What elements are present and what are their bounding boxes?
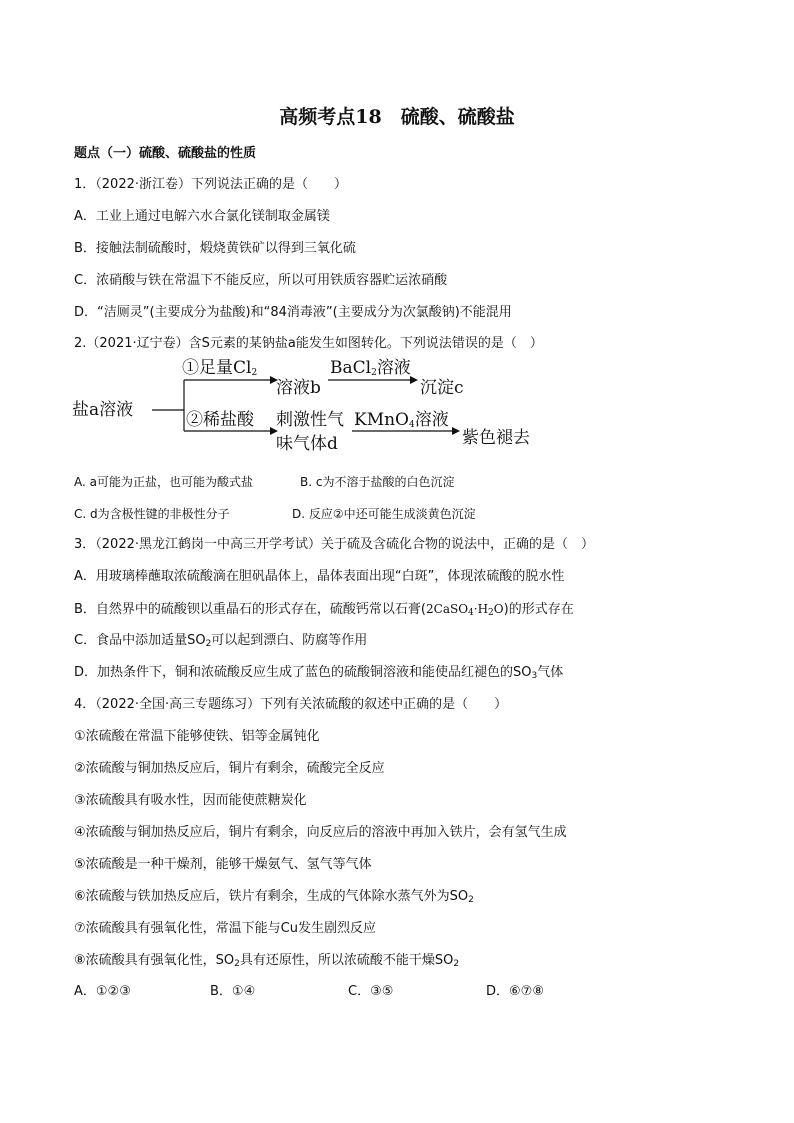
fade-result-label: 紫色褪去 <box>462 428 530 448</box>
gas-d-label-line2: 味气体d <box>276 434 338 454</box>
q1-option-b: B．接触法制硫酸时，煅烧黄铁矿以得到三氧化硫 <box>74 241 356 256</box>
solution-b-label: 溶液b <box>276 378 321 398</box>
q4-item-2: ②浓硫酸与铜加热反应后，铜片有剩余，硫酸完全反应 <box>74 761 385 776</box>
q3-option-a: A．用玻璃棒蘸取浓硫酸滴在胆矾晶体上，晶体表面出现“白斑”，体现浓硫酸的脱水性 <box>74 569 565 584</box>
step1-condition: ①足量$Cl_2$ <box>182 358 258 378</box>
reaction-diagram <box>70 354 590 464</box>
step2-condition: BaCl$_2$溶液 <box>330 358 411 378</box>
q4-item-1: ①浓硫酸在常温下能够使铁、铝等金属钝化 <box>74 729 320 744</box>
q4-item-3: ③浓硫酸具有吸水性，因而能使蔗糖炭化 <box>74 793 307 808</box>
q4-item-5: ⑤浓硫酸是一种干燥剂，能够干燥氨气、氢气等气体 <box>74 857 372 872</box>
page-title: 高频考点18 硫酸、硫酸盐 <box>279 106 515 128</box>
q4-item-6: ⑥浓硫酸与铁加热反应后，铁片有剩余，生成的气体除水蒸气外为$SO_2$ <box>74 889 474 905</box>
q2-option-b: B. c为不溶于盐酸的白色沉淀 <box>300 475 455 489</box>
q4-option-a: A．①②③ <box>74 984 131 999</box>
q2-option-d: D. 反应②中还可能生成淡黄色沉淀 <box>292 507 476 521</box>
q3-option-b: B．自然界中的硫酸钡以重晶石的形式存在，硫酸钙常以石膏$(2CaSO_4\cdot H_2O)$的形式存在 <box>74 602 574 618</box>
q3-option-d: D．加热条件下，铜和浓硫酸反应生成了蓝色的硫酸铜溶液和能使品红褪色的$SO_3$气体 <box>74 665 564 681</box>
q4-option-b: B．①④ <box>210 984 256 999</box>
q1-stem: 1．（2022·浙江卷）下列说法正确的是（ ） <box>74 177 347 192</box>
q4-item-8: ⑧浓硫酸具有强氧化性，$SO_2$具有还原性，所以浓硫酸不能干燥$SO_2$ <box>74 953 460 969</box>
q2-option-c: C. d为含极性键的非极性分子 <box>74 507 230 521</box>
q1-option-d: D．“洁厕灵”(主要成分为盐酸)和“84消毒液”(主要成分为次氯酸钠)不能混用 <box>74 305 512 320</box>
q2-stem: 2.（2021·辽宁卷）含S元素的某钠盐a能发生如图转化。下列说法错误的是（ ） <box>74 336 543 351</box>
q1-option-c: C．浓硝酸与铁在常温下不能反应，所以可用铁质容器贮运浓硝酸 <box>74 273 448 288</box>
step3-condition: ②稀盐酸 <box>186 410 254 430</box>
start-solution-label: 盐a溶液 <box>72 400 134 420</box>
q4-option-c: C．③⑤ <box>348 984 394 999</box>
step4-condition: KMnO$_4$溶液 <box>354 410 449 430</box>
q3-option-c: C．食品中添加适量$SO_2$可以起到漂白、防腐等作用 <box>74 633 368 649</box>
q4-item-7: ⑦浓硫酸具有强氧化性，常温下能与Cu发生剧烈反应 <box>74 921 376 936</box>
precipitate-c-label: 沉淀c <box>420 378 464 398</box>
section-heading: 题点（一）硫酸、硫酸盐的性质 <box>74 146 257 161</box>
q4-option-d: D．⑥⑦⑧ <box>486 984 544 999</box>
q4-stem: 4．（2022·全国·高三专题练习）下列有关浓硫酸的叙述中正确的是（ ） <box>74 697 508 712</box>
q1-option-a: A．工业上通过电解六水合氯化镁制取金属镁 <box>74 209 330 224</box>
gas-d-label-line1: 刺激性气 <box>276 410 344 430</box>
q4-item-4: ④浓硫酸与铜加热反应后，铜片有剩余，向反应后的溶液中再加入铁片，会有氢气生成 <box>74 825 567 840</box>
q2-option-a: A. a可能为正盐，也可能为酸式盐 <box>74 475 253 489</box>
q3-stem: 3．（2022·黑龙江鹤岗一中高三开学考试）关于硫及含硫化合物的说法中，正确的是（ ） <box>74 537 594 552</box>
